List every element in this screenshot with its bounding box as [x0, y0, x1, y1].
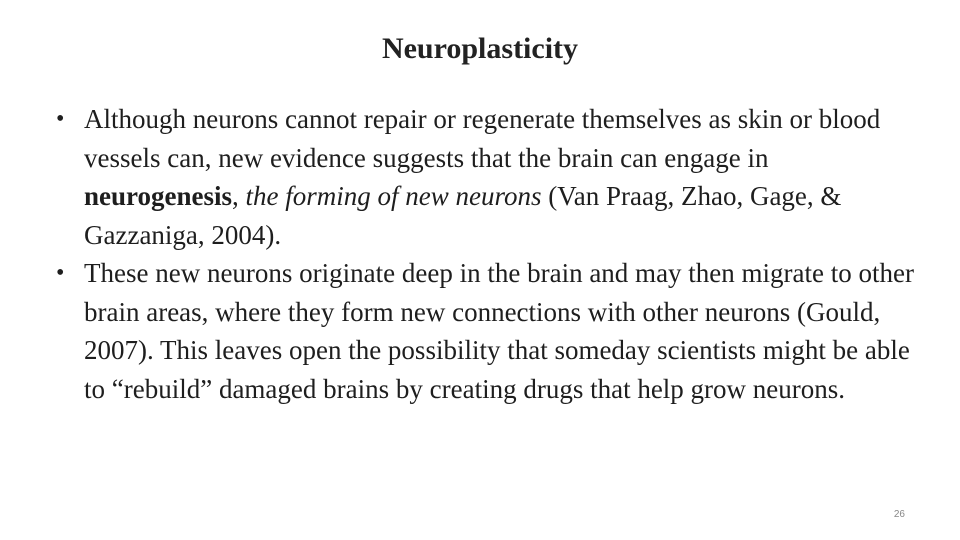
term-neurogenesis: neurogenesis: [84, 181, 233, 211]
bullet-icon: •: [56, 260, 65, 286]
bullet-icon: •: [56, 106, 65, 132]
citation-text: (Van Praag, Zhao, Gage, & Gazzaniga, 2004).: [84, 181, 842, 250]
bullet-item: [56, 254, 916, 408]
bullet-text-part: These new neurons originate deep in the brain and may then migrate to other brain areas, where they form new connections with other neurons (Gould, 2007). This leaves open the possibility that someday scientists might be able to “rebuild” damaged brains by creating drugs that help grow neurons.: [84, 258, 914, 404]
bullet-item: [56, 100, 916, 254]
slide-title: Neuroplasticity: [381, 32, 579, 65]
bullet-text: [84, 254, 916, 408]
bullet-list: [56, 100, 916, 408]
bullet-text-part: ,: [232, 181, 246, 211]
definition-text: the forming of new neurons: [245, 181, 542, 211]
page-number: 26: [893, 509, 905, 520]
bullet-text-part: Although neurons cannot repair or regenerate themselves as skin or blood vessels can, new evidence suggests that the brain can engage in: [84, 104, 881, 173]
bullet-text: [84, 100, 916, 254]
